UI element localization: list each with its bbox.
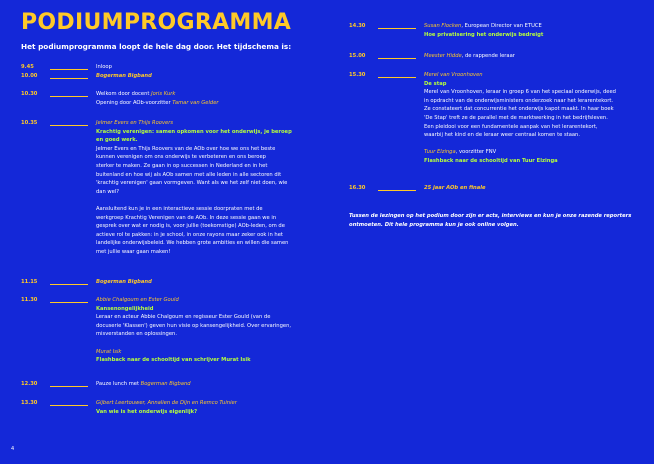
entry-line [424,184,639,193]
entry-text: met jullie waar gaan maken! [96,248,171,255]
entry-line [424,80,639,89]
entry-line [424,148,639,157]
intro-text: Het podiumprogramma loopt de hele dag door. Het tijdschema is: [21,42,292,51]
entry-line [96,313,317,322]
entry-line [96,205,317,214]
outro-text [349,212,641,229]
entry-text: 'krachtig verenigen' gaan vormgeven. Want als we het zelf niet doen, wie [96,180,288,187]
entry-body [96,63,317,72]
entry-text: De stap [424,80,447,87]
entry-line [96,399,317,408]
entry-text: Flashback naar de schooltijd van Tuur Elzinga [424,157,558,164]
dotted-leader [50,78,88,79]
entry-time: 16.30 [349,185,366,191]
entry-text: Jelmer Evers en Thijs Roovers [96,120,174,126]
entry-text: Meester Hidde [424,53,462,59]
entry-line [96,136,317,145]
entry-text-extra: Bogerman Bigband [140,381,191,387]
right-page [327,0,654,464]
entry-text: Ze constateert dat concurrentie het onderwijs kapot maakt. In haar boek [424,106,614,113]
entry-time: 10.35 [21,120,38,126]
entry-text: kunnen verenigen om ons onderwijs te verbeteren en ons beroep [96,154,266,161]
dotted-leader [50,69,88,70]
entry-text: docuserie 'Klassen') geven hun visie op kansengelijkheid. Over ervaringen, [96,322,292,329]
entry-text: Welkom door docent [96,91,152,97]
entry-text: Jelmer Evers en Thijs Roovers van de AOb over hoe we ons het beste [96,145,276,152]
paragraph-gap [424,140,639,149]
entry-text: Bogerman Bigband [96,73,152,79]
entry-text: Tuur Elzinga [424,149,456,156]
entry-body [96,72,317,81]
entry-line [96,63,317,72]
entry-line [424,71,639,80]
entry-line [96,296,317,305]
entry-text-extra: , European Director van ETUCE [461,23,542,29]
entry-text: Murat Isik [96,348,122,355]
entry-text: landelijke onderwijsbeleid. We hebben grote ambities en willen die samen [96,240,289,247]
dotted-leader [50,302,88,303]
entry-body [96,380,317,389]
entry-text: Gijbert Leertouwer, Annalien de Dijn en Remco Tuinier [96,400,237,406]
dotted-leader [378,28,416,29]
entry-line [96,231,317,240]
entry-line [96,248,317,257]
entry-line [96,119,317,128]
entry-time: 15.30 [349,72,366,78]
entry-line [96,305,317,314]
entry-text: Inloop [96,64,112,70]
entry-text: werkgroep Krachtig Verenigen van de AOb. In deze sessie gaan we in [96,214,277,221]
entry-time: 10.30 [21,91,38,97]
outro-line: Tussen de lezingen op het podium door zijn er acts, interviews en kun je onze razende reporters [349,213,632,219]
entry-line [96,348,317,357]
page-title: PODIUMPROGRAMMA [21,10,292,35]
entry-line [96,380,317,389]
entry-line [96,278,317,287]
entry-text: Merel van Vroonhoven, leraar in groep 6 van het speciaal onderwijs, deed [424,89,616,96]
entry-line [96,330,317,339]
entry-text: Hoe privatisering het onderwijs bedreigt [424,31,544,38]
entry-text: Van wie is het onderwijs eigenlijk? [96,408,198,415]
entry-text: buitenland en hoe wij als AOb samen met alle leden in alle sectoren dit [96,171,282,178]
entry-line [96,188,317,197]
entry-line [96,179,317,188]
entry-body [96,119,317,257]
schedule-entry [21,399,317,416]
entry-text: misverstanden en oplossingen. [96,331,177,338]
entry-line [96,128,317,137]
entry-time: 10.00 [21,73,38,79]
entry-line [96,99,317,108]
schedule-entry [349,71,639,166]
schedule-entry [21,72,317,81]
dotted-leader [50,386,88,387]
entry-text-extra: Tamar van Gelder [172,99,219,106]
entry-line [424,123,639,132]
entry-text: en goed werk. [96,137,138,144]
entry-line [96,90,317,99]
dotted-leader [50,405,88,406]
entry-time: 15.00 [349,53,366,59]
entry-time: 12.30 [21,381,38,387]
entry-line [96,239,317,248]
entry-line [96,171,317,180]
entry-text: Flashback naar de schooltijd van schrijver Murat Isik [96,357,251,364]
entry-text-extra: Joris Kurk [151,91,176,97]
entry-time: 13.30 [21,400,38,406]
entry-text: dan wel? [96,188,120,195]
entry-text: Leraar en acteur Abbie Chalgoum en regisseur Ester Gould (van de [96,314,271,321]
entry-line [424,52,639,61]
entry-line [96,322,317,331]
entry-line [96,162,317,171]
schedule-entry [21,380,317,389]
entry-body [96,296,317,365]
dotted-leader [378,190,416,191]
entry-text: Merel van Vroonhoven [424,72,483,78]
schedule-entry [349,184,639,193]
schedule-entry [349,52,639,61]
schedule-entry [21,119,317,257]
entry-text-extra: , voorzitter FNV [455,149,497,156]
entry-text: Pauze lunch met [96,381,141,387]
paragraph-gap [96,339,317,348]
entry-line [424,88,639,97]
entry-time: 9.45 [21,64,34,70]
entry-text: Een pleidooi voor een fundamentele aanpak van het lerarentekort, [424,123,598,130]
entry-text: Susan Flocken [424,23,462,29]
entry-time: 11.30 [21,297,38,303]
entry-line [424,157,639,166]
entry-text: Opening door AOb-voorzitter [96,99,173,106]
entry-line [96,72,317,81]
entry-time: 14.30 [349,23,366,29]
entry-line [96,222,317,231]
entry-body [424,22,639,39]
dotted-leader [378,58,416,59]
page-number: 4 [11,446,15,452]
entry-line [424,105,639,114]
entry-body [96,399,317,416]
entry-text: in opdracht van de onderwijsministers onderzoek naar het lerarentekort. [424,97,614,104]
entry-time: 11.15 [21,279,38,285]
entry-line [96,214,317,223]
entry-text: actieve rol te pakken: in je school, in onze rayons maar zeker ook in het [96,231,283,238]
entry-text: Kansenongelijkheid [96,305,154,312]
outro-line: ontmoeten. Dit hele programma kun je ook online volgen. [349,221,519,228]
dotted-leader [50,125,88,126]
entry-body [424,71,639,166]
entry-text: 'De Stap' treft ze de parallel met de marktwerking in het bedrijfsleven. [424,114,608,121]
entry-text: sterker te maken. Ze gaan in op successen in Nederland en in het [96,162,268,169]
entry-line [96,145,317,154]
schedule-entry [21,278,317,287]
entry-text: Bogerman Bigband [96,279,152,285]
dotted-leader [50,284,88,285]
entry-body [424,184,639,193]
entry-text: gesprek over wat er nodig is, voor jullie (toekomstige) AOb-leden, om de [96,223,285,230]
paragraph-gap [96,196,317,205]
entry-text: Abbie Chalgoum en Ester Gould [96,297,179,303]
entry-line [424,131,639,140]
entry-line [424,114,639,123]
entry-text-extra: , de rappende leraar [461,53,515,59]
schedule-entry [21,90,317,107]
entry-line [96,408,317,417]
entry-body [96,90,317,107]
schedule-entry [21,63,317,72]
schedule-entry [21,296,317,365]
entry-line [424,22,639,31]
entry-body [424,52,639,61]
entry-line [424,97,639,106]
entry-text: 25 jaar AOb en finale [424,185,486,191]
entry-line [96,356,317,365]
schedule-entry [349,22,639,39]
entry-text: waarbij het kind en de leraar weer centraal komen te staan. [424,132,580,139]
entry-body [96,278,317,287]
dotted-leader [378,77,416,78]
dotted-leader [50,96,88,97]
entry-line [96,153,317,162]
entry-text: Aansluitend kun je in een interactieve sessie doorpraten met de [96,205,263,212]
entry-text: Krachtig verenigen: samen opkomen voor het onderwijs, je beroep [96,128,292,135]
entry-line [424,31,639,40]
